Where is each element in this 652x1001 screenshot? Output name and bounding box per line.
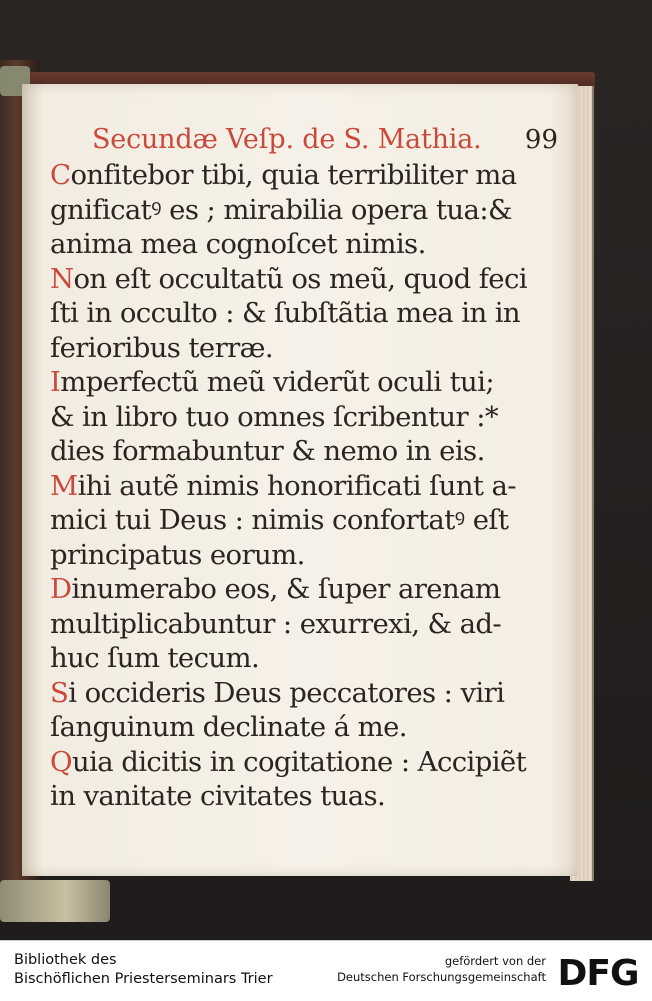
line-text: ihi autẽ nimis honorificati ſunt a- (77, 469, 516, 502)
line-text: inumerabo eos, & ſuper arenam (71, 573, 501, 605)
verse-line: in vanitate civitates tuas. (50, 780, 386, 812)
rubric-initial: S (50, 676, 69, 709)
verse-4 (50, 469, 562, 573)
library-credit (14, 951, 273, 989)
psalm-text (50, 158, 562, 814)
verse-line (50, 572, 562, 607)
funding-line-2: Deutschen Forschungsgemeinschaft (337, 970, 546, 984)
verse-line: multiplicabuntur : exurrexi, & ad- (50, 607, 502, 640)
verse-line: mici tui Deus : nimis confortatꝰ eſt (50, 504, 509, 536)
verse-line (50, 365, 562, 400)
verse-line: & in libro tuo omnes ſcribentur :* (50, 400, 499, 433)
running-title: Secundæ Veſp. de S. Mathia. (92, 124, 482, 155)
verse-line (50, 262, 562, 297)
verse-line: ſanguinum declinate á me. (50, 711, 407, 743)
library-line-2: Bischöflichen Priesterseminars Trier (14, 971, 273, 987)
rubric-initial: I (50, 366, 61, 398)
verse-line (50, 158, 562, 193)
funding-credit (337, 953, 546, 985)
clasp-bottom (0, 880, 110, 922)
line-text: i occideris Deus peccatores : viri (68, 676, 505, 709)
library-line-1: Bibliothek des (14, 952, 117, 968)
dfg-logo-text: DFG (557, 953, 639, 991)
line-text: onfitebor tibi, quia terribiliter ma (70, 159, 517, 191)
verse-line: anima mea cognoſcet nimis. (50, 228, 426, 260)
verse-3 (50, 365, 562, 469)
rubric-initial: C (50, 159, 71, 191)
line-text: mperfectũ meũ viderũt oculi tui; (60, 366, 495, 398)
rubric-initial: D (50, 573, 72, 605)
verse-line: huc ſum tecum. (50, 642, 260, 674)
digitization-footer (0, 940, 652, 1001)
verse-line: dies formabuntur & nemo in eis. (50, 435, 485, 467)
line-text: on eſt occultatũ os meũ, quod feci (73, 262, 527, 295)
verse-line: principatus eorum. (50, 538, 305, 571)
rubric-initial: Q (50, 745, 72, 778)
verse-line (50, 469, 562, 504)
verse-1 (50, 158, 562, 262)
verse-line (50, 676, 562, 711)
book-page (22, 84, 578, 876)
rubric-initial: M (50, 469, 78, 502)
verse-2 (50, 262, 562, 366)
rubric-initial: N (50, 262, 74, 295)
verse-line: ſti in occulto : & ſubſtãtia mea in in (50, 297, 520, 329)
verse-line: gnificatꝰ es ; mirabilia opera tua:& (50, 193, 512, 226)
verse-line (50, 745, 562, 780)
verse-7 (50, 745, 562, 814)
verse-line: ferioribus terræ. (50, 331, 274, 364)
funding-line-1: gefördert von der (444, 954, 546, 968)
verse-6 (50, 676, 562, 745)
verse-5 (50, 572, 562, 676)
page-header (92, 124, 562, 155)
dfg-logo (552, 951, 644, 991)
page-number: 99 (524, 125, 558, 155)
line-text: uia dicitis in cogitatione : Accipiẽt (71, 745, 527, 778)
